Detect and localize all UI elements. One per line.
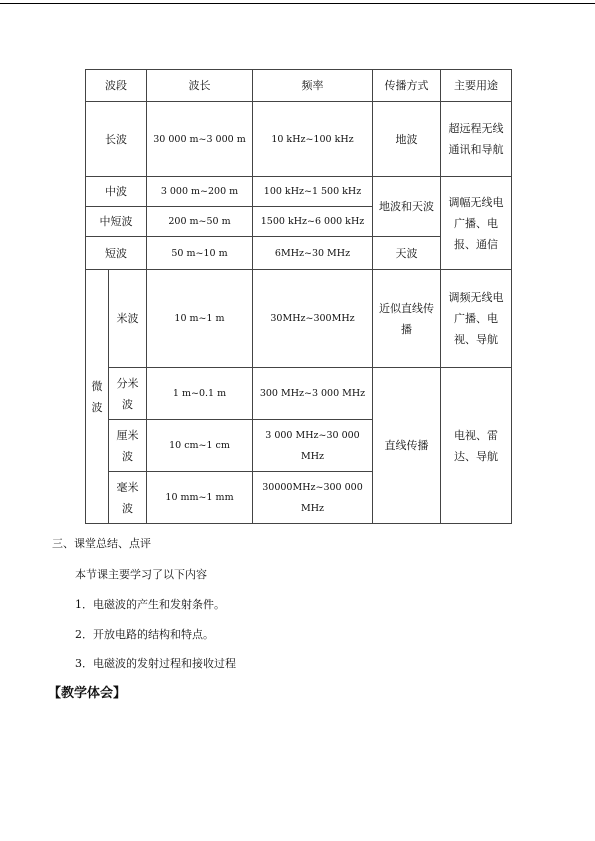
wavelength-value: 50 m~10 m xyxy=(147,237,253,270)
summary-item: 3．电磁波的发射过程和接收过程 xyxy=(75,657,236,670)
band-name: 毫米波 xyxy=(109,472,147,524)
band-name: 分米波 xyxy=(109,368,147,420)
band-name: 米波 xyxy=(109,270,147,368)
band-name: 中波 xyxy=(86,177,147,207)
band-name: 长波 xyxy=(86,102,147,177)
table-header-row xyxy=(86,70,512,102)
usage-value: 超远程无线通讯和导航 xyxy=(441,102,512,177)
frequency-value: 1500 kHz~6 000 kHz xyxy=(253,207,373,237)
microwave-group-label: 微波 xyxy=(86,270,109,524)
usage-value: 调幅无线电广播、电报、通信 xyxy=(441,177,512,270)
frequency-value: 6MHz~30 MHz xyxy=(253,237,373,270)
wavelength-value: 10 mm~1 mm xyxy=(147,472,253,524)
frequency-value: 30000MHz~300 000 MHz xyxy=(253,472,373,524)
frequency-value: 3 000 MHz~30 000 MHz xyxy=(253,420,373,472)
band-name: 短波 xyxy=(86,237,147,270)
wavelength-value: 10 cm~1 cm xyxy=(147,420,253,472)
frequency-value: 10 kHz~100 kHz xyxy=(253,102,373,177)
header-usage: 主要用途 xyxy=(441,70,512,102)
header-band: 波段 xyxy=(86,70,147,102)
table-row xyxy=(86,368,512,420)
wavelength-value: 10 m~1 m xyxy=(147,270,253,368)
propagation-value: 地波和天波 xyxy=(373,177,441,237)
summary-item: 1．电磁波的产生和发射条件。 xyxy=(75,598,225,611)
frequency-value: 30MHz~300MHz xyxy=(253,270,373,368)
wavelength-value: 3 000 m~200 m xyxy=(147,177,253,207)
wavelength-value: 1 m~0.1 m xyxy=(147,368,253,420)
page-top-rule xyxy=(0,3,595,4)
propagation-value: 天波 xyxy=(373,237,441,270)
usage-value: 电视、雷达、导航 xyxy=(441,368,512,524)
table-row xyxy=(86,102,512,177)
header-frequency: 频率 xyxy=(253,70,373,102)
section-title: 三、课堂总结、点评 xyxy=(52,537,151,550)
header-propagation: 传播方式 xyxy=(373,70,441,102)
propagation-value: 直线传播 xyxy=(373,368,441,524)
wave-band-table xyxy=(85,69,512,524)
summary-intro: 本节课主要学习了以下内容 xyxy=(75,568,207,581)
usage-value: 调频无线电广播、电视、导航 xyxy=(441,270,512,368)
wavelength-value: 30 000 m~3 000 m xyxy=(147,102,253,177)
propagation-value: 近似直线传播 xyxy=(373,270,441,368)
frequency-value: 300 MHz~3 000 MHz xyxy=(253,368,373,420)
frequency-value: 100 kHz~1 500 kHz xyxy=(253,177,373,207)
table-row xyxy=(86,177,512,207)
wavelength-value: 200 m~50 m xyxy=(147,207,253,237)
summary-item: 2．开放电路的结构和特点。 xyxy=(75,628,214,641)
header-wavelength: 波长 xyxy=(147,70,253,102)
reflection-heading: 【教学体会】 xyxy=(48,686,127,701)
band-name: 中短波 xyxy=(86,207,147,237)
band-name: 厘米波 xyxy=(109,420,147,472)
table-row xyxy=(86,270,512,368)
propagation-value: 地波 xyxy=(373,102,441,177)
